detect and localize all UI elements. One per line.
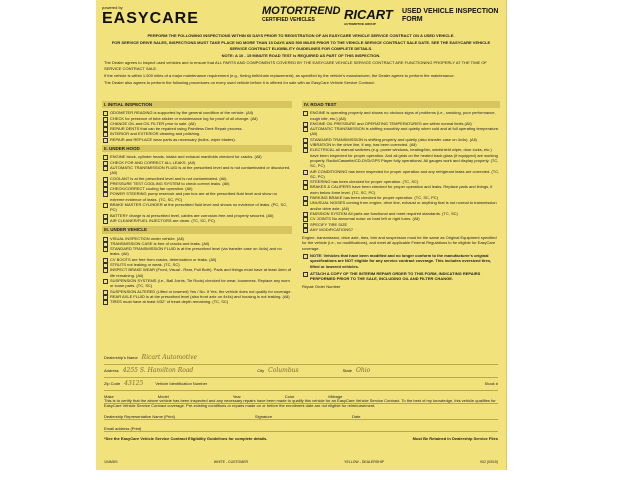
- form-intro: PERFORM THE FOLLOWING INSPECTIONS WITHIN 60 DAYS PRIOR TO REGISTRATION OF AN EASYCARE VEHICLE SERVICE CONTRACT ON A USED VEHICLE. FOR SERVICE DRIVE SALES, INSPECTIONS MUST TAKE PLACE NO MORE THAN 15 DAYS AND 500 MILES PRIOR TO THE VEHICLE SERVICE CONTRACT SALE DATE. SEE THE EASYCARE VEHICLE SERVICE CONTRACT ELIGIBILITY GUIDELINES FOR COMPLETE DETAILS. NOTE: A 10 - 15 MINUTE ROAD TEST is REQUIRED AS PART OF THIS INSPECTION. The Dealer agrees to inspect used vehicles and to ensure that ALL PARTS AND COMPONENTS COVERED BY THE EASYCARE VEHICLE SERVICE CONTRACT ARE FUNCTIONING PROPERLY AT THE TIME OF SERVICE CONTRACT SALE. If the vehicle is within 1,500 miles of a major maintenance requirement (e.g., timing belt/chain replacement), as specified by the vehicle's manufacturer, the Dealer agrees to perform the maintenance. The Dealer also agrees to perform the following procedures on every used vehicle before it is offered for sale with an EasyCare Vehicle Service Contract:: [104, 33, 491, 85]
- year-field[interactable]: Year: [232, 394, 241, 399]
- right-column: [302, 98, 500, 289]
- section-initial-inspection: I. INITIAL INSPECTION: [102, 101, 292, 108]
- checklist-item[interactable]: INTERIOR and EXTERIOR cleaning and polishing.: [102, 131, 292, 136]
- checklist-item[interactable]: CHECK FOR AND CORRECT ALL LEAKS. (All): [102, 160, 292, 165]
- copy-white: WHITE - CUSTOMER: [213, 460, 249, 464]
- inspection-form-page: [96, 0, 506, 470]
- certification-block: This is to certify that the above vehicle has been inspected and any necessary repairs have been made to qualify this vehicle for an EasyCare Vehicle Service Contract. To the best of my knowledge, this vehicle qualifies for EasyCare Vehicle Service Contract coverage. Pre-existing conditions or repairs made on or before the enrollment date are not eligible for reimbursement. Dealership Representative Name (Print) Signature Date Email address (Print) *See the EasyCare Vehicle Service Contract Eligibility Guidelines for complete details. Must Be Retained in Dealership Service Files: [104, 398, 498, 441]
- checklist-item[interactable]: CHECK/CORRECT cooling fan operation. (All): [102, 186, 292, 191]
- checklist-item[interactable]: BATTERY charge is at prescribed level, cables are corrosion-free and properly secured. (All): [102, 213, 292, 218]
- vin-field[interactable]: Vehicle Identification Number: [155, 381, 208, 386]
- checklist-item[interactable]: TIRES must have at least 4/32" of tread depth remaining. (TC, SC): [102, 299, 292, 304]
- date-field[interactable]: Date: [352, 414, 361, 419]
- form-title: USED VEHICLE INSPECTION FORM: [402, 8, 499, 23]
- checklist-item[interactable]: REPAIR and REPLACE wear parts as necessary (bulbs, wiper blades).: [102, 137, 292, 142]
- form-number: 104MDS: [104, 460, 118, 464]
- checklist-item[interactable]: ODOMETER READING is supported by the general condition of the vehicle. (All): [102, 110, 292, 115]
- checklist-item[interactable]: AUTOMATIC TRANSMISSION FLUID is at the prescribed level and is not contaminated or discolored. (All): [102, 165, 292, 176]
- checklist-item[interactable]: ELECTRICAL all manual switches (e.g. power windows, heating/fan, windshield wiper, door locks, etc.) have been inspected for proper operation. And all grids on the heated back glass (if equipped) are working properly. Radio/Cassette/CD-DVD/GPS Player fully operational. All gauges work and display properly. (TC, SC, PC): [302, 147, 500, 168]
- email-field[interactable]: Email address (Print): [104, 426, 498, 432]
- modifications-field[interactable]: ANY MODIFICATIONS?: [302, 227, 500, 232]
- section-under-hood: II. UNDER HOOD: [102, 145, 292, 152]
- retain-note: Must Be Retained in Dealership Service Files: [412, 436, 498, 441]
- oem-note: Engine, transmission, drive axle, tires, trim and suspension must be the same as Original Equipment specified for the vehicle (i.e., no modifications), and meet all applicable Federal Regulations to be eligible for EasyCare coverage.: [302, 235, 497, 251]
- easycare-logo: powered by EASYCARE: [102, 5, 199, 27]
- checklist-item[interactable]: COOLANT is at the prescribed level and is not contaminated. (All): [102, 176, 292, 181]
- state-field[interactable]: Ohio: [355, 367, 371, 374]
- checklist-item[interactable]: PRESSURE TEST COOLING SYSTEM to check correct leaks. (All): [102, 181, 292, 186]
- signature-field[interactable]: Signature: [254, 414, 273, 419]
- attach-repair-order-note[interactable]: ATTACH A COPY OF THE INTERIM REPAIR ORDER TO THIS FORM, INDICATING REPAIRS PERFORMED PRIOR TO THE SALE, INCLUDING OIL AND FILTER CHANGE.: [302, 271, 500, 282]
- checklist-item[interactable]: PARKING BRAKE has been checked for proper operation. (TC, SC, PC): [302, 195, 500, 200]
- checklist-item[interactable]: STANDARD TRANSMISSION is shifting properly and quietly (also transfer case on 4x4s). (All): [302, 137, 500, 142]
- checklist-item[interactable]: BRAKES & CALIPERS have been checked for proper operation and leaks. Replace pads and linings, if worn below 4mm level. (TC, SC, PC): [302, 184, 500, 195]
- city-field[interactable]: Columbus: [268, 367, 299, 374]
- checklist-item[interactable]: REPAIR DENTS that can be repaired using Paintless Dent Repair process.: [102, 126, 292, 131]
- checklist-item[interactable]: BRAKE MASTER CYLINDER at the prescribed fluid level and shows no evidence of leaks. (PC, SC, PC): [102, 202, 292, 213]
- model-field[interactable]: Model: [157, 394, 169, 399]
- checklist-item[interactable]: SUSPENSION ALTERED (Lifted or lowered) Yes / No. If Yes, the vehicle does not qualify for coverage.: [102, 289, 292, 294]
- checklist-item[interactable]: UNUSUAL NOISES coming from engine, drive line, exhaust or anything that is not normal to transmission and/or drive axle. (All): [302, 200, 500, 211]
- checklist-item[interactable]: AIR CLEANER/FUEL INJECTORS are clean. (TC, SC, PC): [102, 218, 292, 223]
- zip-field[interactable]: 43125: [124, 380, 144, 387]
- color-field[interactable]: Color: [284, 394, 295, 399]
- checklist-item[interactable]: CHECK for presence of tube sticker or maintenance log for proof of oil change. (All): [102, 116, 292, 121]
- checklist-item[interactable]: EMISSION SYSTEM All parts are functional and meet required standards. (TC, SC): [302, 211, 500, 216]
- motortrend-logo: MOTORTREND CERTIFIED VEHICLES: [262, 5, 341, 23]
- checklist-item[interactable]: AIR CONDITIONING has been inspected for proper operation and any refrigerant leaks are corrected. (TC, SC, PC): [302, 169, 500, 180]
- checklist-item[interactable]: CHANGE OIL and OIL FILTER prior to sale. (All): [102, 121, 292, 126]
- checklist-item[interactable]: CV BOOTS are free from cracks, deterioration or leaks. (All): [102, 257, 292, 262]
- checklist-item[interactable]: CV JOINTS No abnormal noise on hard left or right turns. (All): [302, 216, 500, 221]
- address-field[interactable]: 4255 S. Hamilton Road: [122, 367, 194, 374]
- form-header: [102, 5, 500, 35]
- copy-yellow: YELLOW - DEALERSHIP: [344, 460, 385, 464]
- mileage-field[interactable]: Mileage: [328, 394, 343, 399]
- checklist-item[interactable]: VIBRATION in the drive line, if any, has been corrected. (All): [302, 142, 500, 147]
- tire-size-field[interactable]: SPECIFY TIRE SIZE: [302, 222, 500, 227]
- stock-number-field[interactable]: Stock #: [484, 381, 498, 386]
- checklist-item[interactable]: STANDARD TRANSMISSION FLUID is at the prescribed level (via transfer case on 4x4s) and no leaks. (All): [102, 246, 292, 257]
- rep-name-field[interactable]: Dealership Representative Name (Print): [104, 414, 175, 419]
- repair-order-number-label[interactable]: Repair Order Number: [302, 283, 341, 289]
- checklist-item[interactable]: STRUTS not leaking or weak. (TC, SC): [102, 262, 292, 267]
- checklist-item[interactable]: ENGINE block, cylinder heads, intake and exhaust manifolds checked for cracks. (All): [102, 154, 292, 159]
- checklist-item[interactable]: INSPECT BRAKE WEAR (Front, Visual - Rear, Pull Both). Pads and linings must have at least 4mm of life remaining. (All): [102, 267, 292, 278]
- section-under-vehicle: III. UNDER VEHICLE: [102, 226, 292, 233]
- section-road-test: IV. ROAD TEST: [302, 101, 500, 108]
- checklist-item[interactable]: ENGINE OIL PRESSURE and OPERATING TEMPERATURES are within normal limits (All): [302, 121, 500, 126]
- make-field[interactable]: Make: [104, 394, 114, 399]
- checklist-item[interactable]: POWER STEERING pump reservoir and pan box are at the prescribed fluid level and show no extreme evidence of leaks. (TC, SC, PC): [102, 191, 292, 202]
- checklist-item[interactable]: REAR AXLE FLUID is at the prescribed level (also front axle on 4x4s) and housing is not leaking. (All): [102, 294, 292, 299]
- checklist-item[interactable]: TRANSMISSION CASE is free of cracks and leaks. (All): [102, 241, 292, 246]
- form-footer: [104, 460, 498, 464]
- modified-vehicle-note[interactable]: NOTE: Vehicles that have been modified and no longer conform to the manufacturer's original specifications are NOT eligible for any service contract coverage. This includes oversized tires, lifted or lowered vehicles.: [302, 253, 500, 269]
- ricart-logo: RICART AUTOMOTIVE GROUP: [344, 7, 393, 26]
- left-column: [102, 98, 292, 304]
- checklist-item[interactable]: ENGINE is operating properly and shows no obvious signs of problems (i.e., smoking, poor performance, rough idle, etc.) (All): [302, 110, 500, 121]
- guidelines-note: *See the EasyCare Vehicle Service Contract Eligibility Guidelines for complete details.: [104, 436, 268, 441]
- revision: 002 (03/15): [480, 460, 498, 464]
- checklist-item[interactable]: SUSPENSION SYSTEMS (i.e., Ball Joints, Tie Rods) checked for wear, looseness. Replace any worn or loose parts. (TC, SC): [102, 278, 292, 289]
- dealer-info-block: Dealership's Name Ricart Automotive Address 4255 S. Hamilton Road City Columbus State Ohio Zip Code 43125 Vehicle Identification Number Stock # Make Model Year Color Mileage: [104, 352, 498, 404]
- dealer-name-field[interactable]: Ricart Automotive: [141, 354, 198, 361]
- checklist-item[interactable]: AUTOMATIC TRANSMISSION is shifting smoothly and quietly when cold and at full operating temperature. (All): [302, 126, 500, 137]
- checklist-item[interactable]: VISUAL INSPECTION under vehicle. (All): [102, 236, 292, 241]
- checklist-item[interactable]: STEERING has been checked for proper operation. (TC, SC): [302, 179, 500, 184]
